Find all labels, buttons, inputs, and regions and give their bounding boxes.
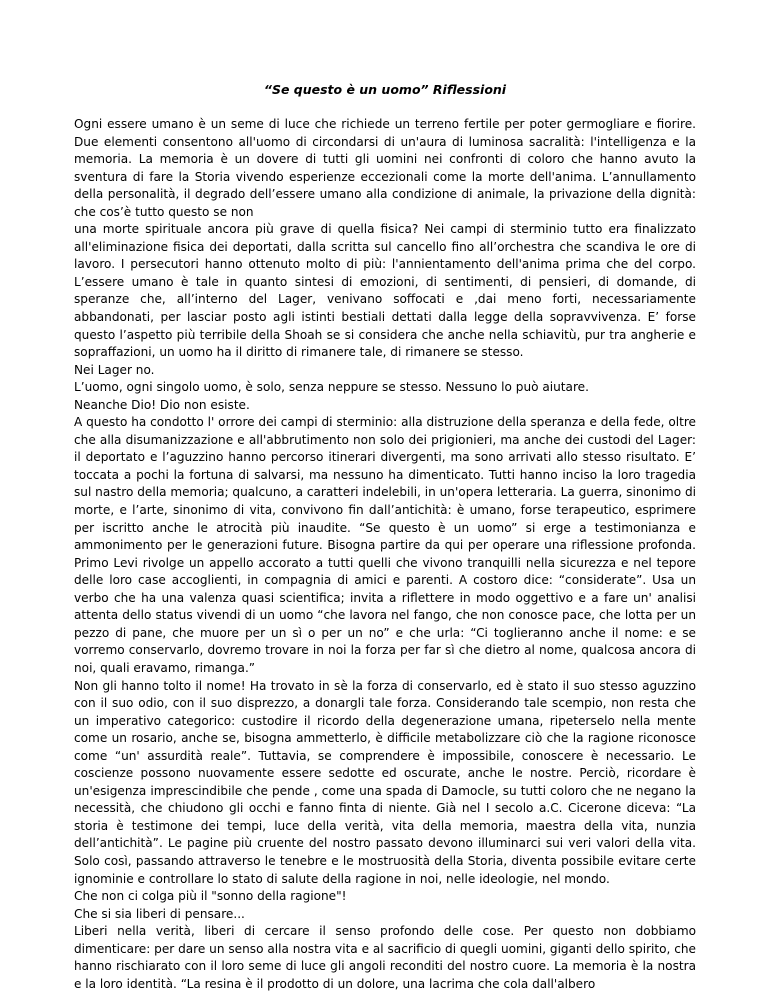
paragraph: una morte spirituale ancora più grave di quella fisica? Nei campi di sterminio tutto era finalizzato all'eliminazione fisica dei deportati, dalla scritta sul cancello fino all’orchestra che scandiva le ore di lavoro. I persecutori hanno ottenuto molto di più: l'annientamento dell'anima prima che del corpo. L’essere umano è tale in quanto sintesi di emozioni, di sentimenti, di pensieri, di domande, di speranze che, all’interno del Lager, venivano soffocati e ,dai meno forti, necessariamente abbandonati, per lasciar posto agli istinti bestiali dettati dalla legge della sopravvivenza. E’ forse questo l’aspetto più terribile della Shoah se si considera che anche nella schiavitù, pur tra angherie e sopraffazioni, un uomo ha il diritto di rimanere tale, di rimanere se stesso.: [74, 222, 696, 360]
document-title: “Se questo è un uomo” Riflessioni: [263, 82, 507, 97]
paragraph: L’uomo, ogni singolo uomo, è solo, senza neppure se stesso. Nessuno lo può aiutare.: [74, 380, 589, 395]
paragraph: Non gli hanno tolto il nome! Ha trovato in sè la forza di conservarlo, ed è stato il suo stesso aguzzino con il suo odio, con il suo disprezzo, a donargli tale forza. Considerando tale scempio, non resta che un imperativo categorico: custodire il ricordo della degenerazione umana, ripeterselo nella mente come un rosario, anche se, bisogna ammetterlo, è difficile metabolizzare ciò che la ragione riconosce come “un' assurdità reale”. Tuttavia, se comprendere è impossibile, conoscere è necessario. Le coscienze possono nuovamente essere sedotte ed oscurate, anche le nostre. Perciò, ricordare è un'esigenza imprescindibile che pende , come una spada di Damocle, su tutti coloro che ne negano la necessità, che chiudono gli occhi e fanno finta di niente. Già nel I secolo a.C. Cicerone diceva: “La storia è testimone dei tempi, luce della verità, vita della memoria, maestra della vita, nunzia dell’antichità”. Le pagine più cruente del nostro passato devono illuminarci sui veri valori della vita. Solo così, passando attraverso le tenebre e le mostruosità della Storia, diventa possibile evitare certe ignominie e controllare lo stato di salute della ragione in noi, nelle ideologie, nel mondo.: [74, 678, 696, 886]
paragraph: Neanche Dio! Dio non esiste.: [74, 397, 250, 412]
paragraph: A questo ha condotto l' orrore dei campi di sterminio: alla distruzione della speranza e della fede, oltre che alla disumanizzazione e all'abbrutimento non solo dei prigionieri, ma anche dei custodi del Lager: il deportato e l’aguzzino hanno percorso itinerari divergenti, ma sono arrivati allo stesso risultato. E’ toccata a pochi la fortuna di salvarsi, ma nessuno ha dimenticato. Tutti hanno inciso la loro tragedia sul nastro della memoria; qualcuno, a caratteri indelebili, in un'opera letteraria. La guerra, sinonimo di morte, e l’arte, sinonimo di vita, convivono fin dall’antichità: è umano, forse terapeutico, esprimere per iscritto anche le atrocità più inaudite. “Se questo è un uomo” si erge a testimonianza e ammonimento per le generazioni future. Bisogna partire da qui per operare una riflessione profonda. Primo Levi rivolge un appello accorato a tutti quelli che vivono tranquilli nella sicurezza e nel tepore delle loro case accoglienti, in compagnia di amici e parenti. A costoro dice: “considerate”. Usa un verbo che ha una valenza quasi scientifica; invita a riflettere in modo oggettivo e a fare un' analisi attenta dello status vivendi di un uomo “che lavora nel fango, che non conosce pace, che lotta per un pezzo di pane, che muore per un sì o per un no” e che urla: “Ci toglieranno anche il nome: e se vorremo conservarlo, dovremo trovare in noi la forza per far sì che dietro al nome, qualcosa ancora di noi, quali eravamo, rimanga.”: [74, 415, 696, 675]
paragraph: Che non ci colga più il "sonno della ragione"!: [74, 889, 347, 904]
paragraph: Che si sia liberi di pensare...: [74, 906, 245, 921]
document-page: [74, 0, 696, 994]
paragraph: Liberi nella verità, liberi di cercare il senso profondo delle cose. Per questo non dobbiamo dimenticare: per dare un senso alla nostra vita e al sacrificio di quegli uomini, giganti dello spirito, che hanno rischiarato con il loro seme di luce gli angoli reconditi del nostro cuore. La memoria è la nostra e la loro identità. “La resina è il prodotto di un dolore, una lacrima che cola dall'albero: [74, 924, 696, 991]
paragraph: Nei Lager no.: [74, 362, 155, 377]
document-body: [74, 116, 696, 993]
paragraph: Ogni essere umano è un seme di luce che richiede un terreno fertile per poter germogliare e fiorire. Due elementi consentono all'uomo di circondarsi di un'aura di luminosa sacralità: l'intelligenza e la memoria. La memoria è un dovere di tutti gli uomini nei confronti di coloro che hanno avuto la sventura di fare la Storia vivendo esperienze eccezionali come la morte dell'anima. L’annullamento della personalità, il degrado dell’essere umano alla condizione di animale, la privazione della dignità: che cos’è tutto questo se non: [74, 117, 696, 219]
